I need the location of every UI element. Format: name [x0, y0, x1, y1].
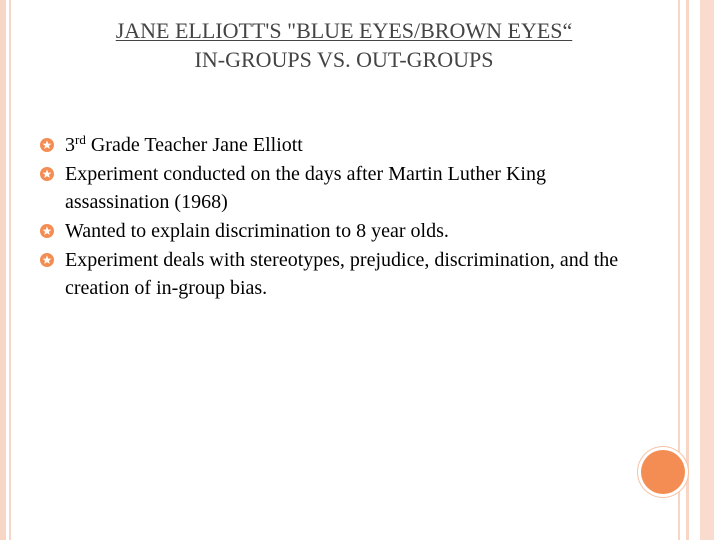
star-circle-icon: [40, 138, 54, 152]
right-border-line-2: [686, 0, 689, 540]
accent-circle: [641, 450, 685, 494]
star-circle-icon: [40, 253, 54, 267]
title-line-2: IN-GROUPS VS. OUT-GROUPS: [194, 47, 494, 72]
bullet-text-prefix: 3: [65, 134, 75, 156]
star-circle-icon: [40, 167, 54, 181]
list-item: [40, 160, 640, 216]
list-item: [40, 246, 640, 302]
star-circle-icon: [40, 224, 54, 238]
bullet-text-superscript: rd: [75, 132, 86, 147]
bullet-text: Experiment conducted on the days after Martin Luther King assassination (1968): [65, 163, 546, 213]
bullet-text: Experiment deals with stereotypes, prejudice, discrimination, and the creation of in-group bias.: [65, 249, 619, 299]
list-item: [40, 131, 640, 159]
slide-title: [24, 16, 664, 74]
title-line-1: JANE ELLIOTT'S "BLUE EYES/BROWN EYES“: [115, 18, 573, 43]
bullet-text-suffix: Grade Teacher Jane Elliott: [85, 134, 303, 156]
left-border-stripe: [0, 0, 6, 540]
bullet-list: [40, 131, 640, 303]
bullet-text: Wanted to explain discrimination to 8 year olds.: [65, 220, 449, 242]
left-border-line: [9, 0, 11, 540]
list-item: [40, 217, 640, 245]
right-border-stripe: [700, 0, 714, 540]
